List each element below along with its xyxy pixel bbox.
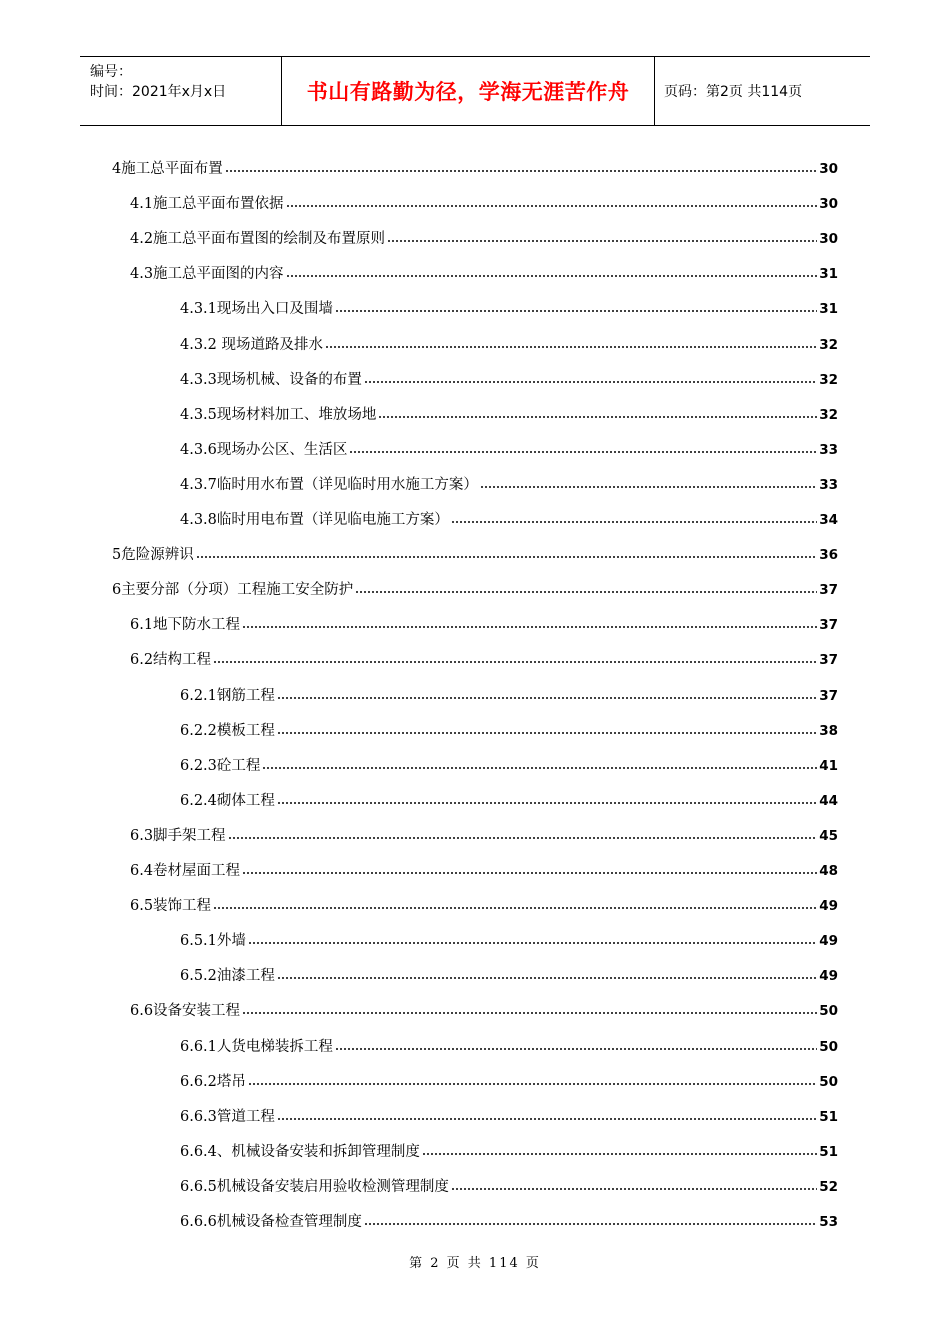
toc-entry-page-number: 51 <box>819 1109 838 1125</box>
toc-dot-leader <box>277 731 817 735</box>
toc-entry-title: 4.3.3现场机械、设备的布置 <box>180 372 362 388</box>
toc-entry[interactable] <box>130 894 838 916</box>
toc-entry-page-number: 48 <box>819 863 838 879</box>
toc-entry-page-number: 34 <box>819 512 838 528</box>
toc-dot-leader <box>248 941 817 945</box>
toc-entry-page-number: 41 <box>819 758 838 774</box>
toc-entry[interactable] <box>180 1035 838 1057</box>
toc-entry-page-number: 37 <box>819 688 838 704</box>
toc-entry-title: 6.6.4、机械设备安装和拆卸管理制度 <box>180 1144 420 1160</box>
toc-entry-title: 4.3.8临时用电布置（详见临电施工方案） <box>180 512 449 528</box>
toc-dot-leader <box>248 1082 817 1086</box>
toc-entry-title: 6.2.4砌体工程 <box>180 793 275 809</box>
header-left-cell <box>80 57 282 125</box>
toc-entry-page-number: 49 <box>819 968 838 984</box>
toc-entry[interactable] <box>180 438 838 460</box>
toc-entry[interactable] <box>130 648 838 670</box>
toc-entry-page-number: 45 <box>819 828 838 844</box>
toc-dot-leader <box>286 274 818 278</box>
toc-entry-page-number: 38 <box>819 723 838 739</box>
toc-entry[interactable] <box>180 1105 838 1127</box>
toc-dot-leader <box>451 520 817 524</box>
page-footer: 第 2 页 共 114 页 <box>409 1256 541 1271</box>
toc-entry[interactable] <box>112 578 838 600</box>
toc-dot-leader <box>364 380 817 384</box>
toc-entry-page-number: 50 <box>819 1003 838 1019</box>
toc-entry[interactable] <box>130 859 838 881</box>
toc-entry[interactable] <box>130 999 838 1021</box>
toc-entry[interactable] <box>180 1175 838 1197</box>
toc-entry[interactable] <box>180 1070 838 1092</box>
toc-dot-leader <box>451 1187 817 1191</box>
toc-dot-leader <box>228 836 818 840</box>
toc-entry[interactable] <box>180 929 838 951</box>
toc-dot-leader <box>242 871 817 875</box>
toc-entry-page-number: 33 <box>819 477 838 493</box>
toc-dot-leader <box>335 1047 817 1051</box>
toc-entry-page-number: 37 <box>819 617 838 633</box>
toc-entry-title: 6.5装饰工程 <box>130 898 212 914</box>
header-motto: 书山有路勤为径，学海无涯苦作舟 <box>306 80 630 104</box>
toc-entry[interactable] <box>180 789 838 811</box>
toc-entry[interactable] <box>130 227 838 249</box>
toc-entry[interactable] <box>180 508 838 530</box>
toc-entry-title: 6.5.1外墙 <box>180 933 246 949</box>
toc-entry-title: 4.2施工总平面布置图的绘制及布置原则 <box>130 231 386 247</box>
toc-dot-leader <box>277 696 817 700</box>
toc-entry-title: 4.3.2 现场道路及排水 <box>180 337 324 353</box>
toc-entry-page-number: 32 <box>819 372 838 388</box>
toc-dot-leader <box>355 590 817 594</box>
toc-entry[interactable] <box>180 473 838 495</box>
toc-dot-leader <box>277 976 817 980</box>
toc-dot-leader <box>364 1222 817 1226</box>
toc-entry-title: 6.3脚手架工程 <box>130 828 226 844</box>
toc-entry-title: 6.2结构工程 <box>130 652 212 668</box>
toc-entry-page-number: 32 <box>819 407 838 423</box>
toc-entry-page-number: 33 <box>819 442 838 458</box>
toc-dot-leader <box>277 801 817 805</box>
toc-entry-title: 6.4卷材屋面工程 <box>130 863 241 879</box>
toc-entry-title: 6.6.1人货电梯装拆工程 <box>180 1039 333 1055</box>
toc-entry-title: 6主要分部（分项）工程施工安全防护 <box>112 582 354 598</box>
toc-entry-page-number: 32 <box>819 337 838 353</box>
toc-entry[interactable] <box>130 192 838 214</box>
header-motto-cell <box>282 57 655 125</box>
toc-entry-title: 4.3.5现场材料加工、堆放场地 <box>180 407 377 423</box>
toc-dot-leader <box>242 625 817 629</box>
toc-entry-page-number: 49 <box>819 933 838 949</box>
toc-entry[interactable] <box>112 157 838 179</box>
toc-dot-leader <box>213 906 817 910</box>
toc-entry-title: 6.6.2塔吊 <box>180 1074 246 1090</box>
toc-entry-title: 5危险源辨识 <box>112 547 194 563</box>
toc-entry[interactable] <box>180 297 838 319</box>
toc-entry-title: 4.3.1现场出入口及围墙 <box>180 301 333 317</box>
toc-dot-leader <box>213 660 817 664</box>
toc-dot-leader <box>225 169 817 173</box>
toc-entry-page-number: 37 <box>819 652 838 668</box>
toc-dot-leader <box>262 766 817 770</box>
toc-entry-title: 4.3施工总平面图的内容 <box>130 266 284 282</box>
toc-dot-leader <box>378 415 817 419</box>
toc-entry-title: 6.2.3砼工程 <box>180 758 261 774</box>
toc-entry[interactable] <box>130 613 838 635</box>
toc-entry-title: 6.2.2模板工程 <box>180 723 275 739</box>
toc-entry-page-number: 44 <box>819 793 838 809</box>
toc-entry[interactable] <box>130 262 838 284</box>
toc-entry[interactable] <box>180 719 838 741</box>
toc-entry-page-number: 30 <box>819 231 838 247</box>
header-page-info: 页码：第2页 共114页 <box>664 84 803 100</box>
toc-dot-leader <box>325 345 817 349</box>
toc-entry-title: 6.5.2油漆工程 <box>180 968 275 984</box>
toc-entry-title: 4施工总平面布置 <box>112 161 223 177</box>
page-header <box>80 56 870 126</box>
toc-dot-leader <box>422 1152 817 1156</box>
toc-entry-page-number: 49 <box>819 898 838 914</box>
toc-entry-title: 6.6设备安装工程 <box>130 1003 241 1019</box>
toc-entry-page-number: 52 <box>819 1179 838 1195</box>
toc-entry-title: 6.2.1钢筋工程 <box>180 688 275 704</box>
toc-entry[interactable] <box>180 403 838 425</box>
toc-entry-page-number: 36 <box>819 547 838 563</box>
toc-entry[interactable] <box>180 368 838 390</box>
toc-entry-page-number: 50 <box>819 1039 838 1055</box>
toc-entry-page-number: 30 <box>819 196 838 212</box>
toc-dot-leader <box>480 485 817 489</box>
toc-dot-leader <box>349 450 817 454</box>
toc-entry-page-number: 37 <box>819 582 838 598</box>
toc-entry-page-number: 30 <box>819 161 838 177</box>
toc-entry-page-number: 31 <box>819 266 838 282</box>
toc-entry[interactable] <box>130 824 838 846</box>
toc-dot-leader <box>387 239 817 243</box>
toc-entry-title: 4.3.6现场办公区、生活区 <box>180 442 348 458</box>
toc-dot-leader <box>277 1117 817 1121</box>
toc-dot-leader <box>242 1011 817 1015</box>
toc-entry-title: 6.1地下防水工程 <box>130 617 241 633</box>
toc-dot-leader <box>335 309 817 313</box>
toc-entry-title: 6.6.6机械设备检查管理制度 <box>180 1214 362 1230</box>
toc-entry[interactable] <box>180 333 838 355</box>
toc-entry-title: 4.1施工总平面布置依据 <box>130 196 284 212</box>
toc-entry[interactable] <box>180 964 838 986</box>
toc-entry-page-number: 53 <box>819 1214 838 1230</box>
toc-entry-page-number: 31 <box>819 301 838 317</box>
toc-entry[interactable] <box>112 543 838 565</box>
toc-entry-page-number: 51 <box>819 1144 838 1160</box>
toc-entry-title: 6.6.5机械设备安装启用验收检测管理制度 <box>180 1179 449 1195</box>
toc-entry[interactable] <box>180 754 838 776</box>
toc-entry-title: 4.3.7临时用水布置（详见临时用水施工方案） <box>180 477 478 493</box>
toc-entry-title: 6.6.3管道工程 <box>180 1109 275 1125</box>
toc-dot-leader <box>196 555 817 559</box>
toc-entry[interactable] <box>180 684 838 706</box>
toc-dot-leader <box>286 204 818 208</box>
document-time-label: 时间：2021年x月x日 <box>90 84 227 100</box>
toc-entry-page-number: 50 <box>819 1074 838 1090</box>
toc-entry[interactable] <box>180 1210 838 1232</box>
header-right-cell <box>655 57 870 125</box>
toc-entry[interactable] <box>180 1140 838 1162</box>
document-number-label: 编号： <box>90 64 132 80</box>
